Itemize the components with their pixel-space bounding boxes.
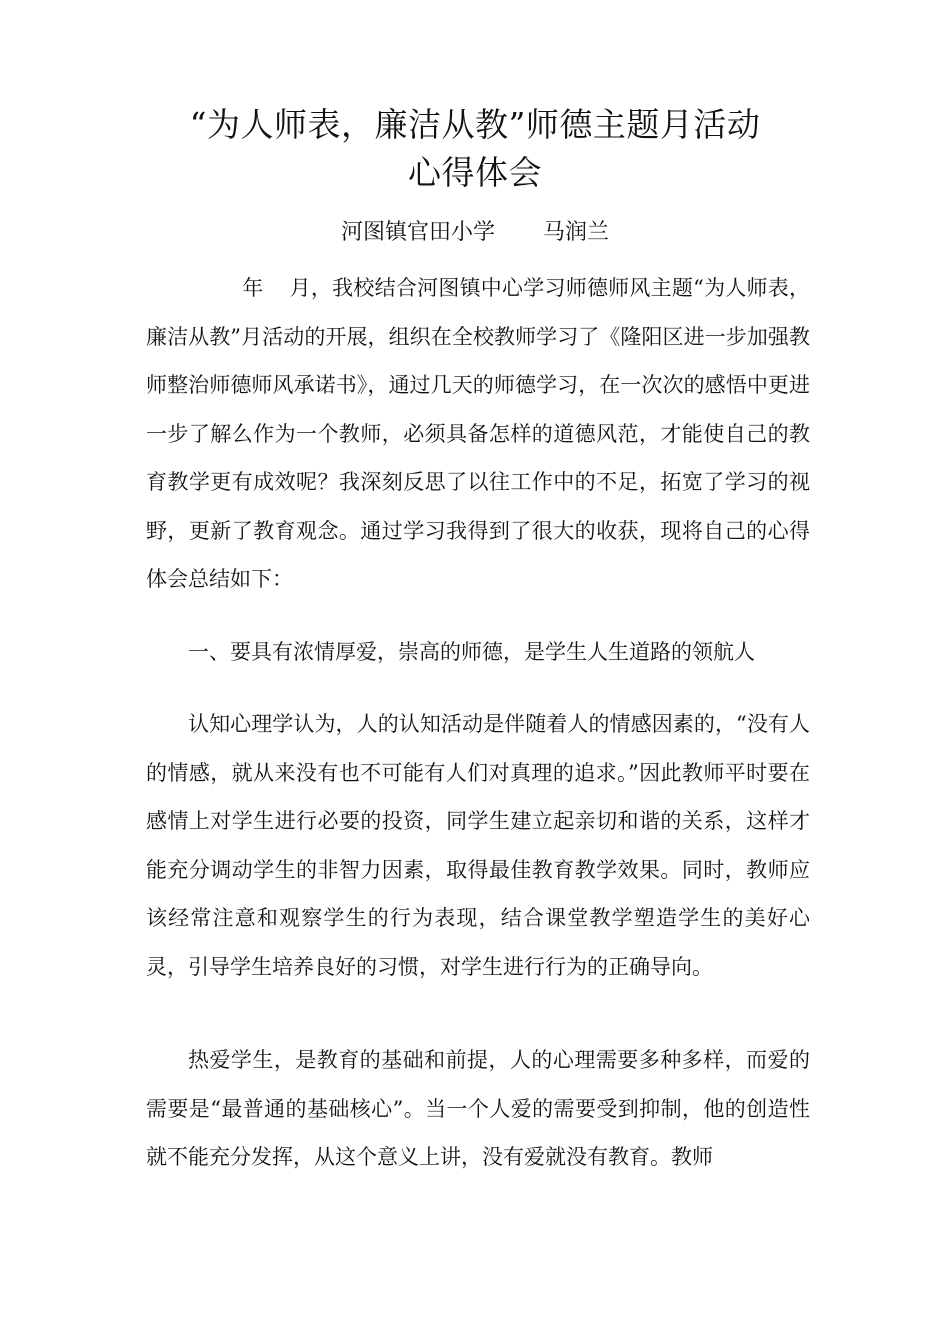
month-label: 月， [289,276,333,300]
year-label: 年 [242,276,264,300]
author-line [100,222,850,244]
paragraph-cognitive: 认知心理学认为，人的认知活动是伴随着人的情感因素的，“没有人的情感，就从来没有也不可能有人们对真理的追求。”因此教师平时要在感情上对学生进行必要的投资，同学生建立起亲切和谐的关系，这样才能充分调动学生的非智力因素，取得最佳教育教学效果。同时，教师应该经常注意和观察学生的行为表现，结合课堂教学塑造学生的美好心灵，引导学生培养良好的习惯，对学生进行行为的正确导向。 [146,712,810,979]
paragraph-love: 热爱学生，是教育的基础和前提，人的心理需要多种多样，而爱的需要是“最普通的基础核心”。当一个人爱的需要受到抑制，他的创造性就不能充分发挥，从这个意义上讲，没有爱就没有教育。教师 [146,1048,810,1169]
section-heading: 一、要具有浓情厚爱，崇高的师德，是学生人生道路的领航人 [188,640,755,664]
document-title-line-1: “为人师表，廉洁从教”师德主题月活动 [189,105,761,144]
author-name: 马润兰 [543,220,610,245]
document-title-line-2: 心得体会 [408,153,542,192]
paragraph-intro [146,264,810,604]
author-school: 河图镇官田小学 [340,220,495,245]
intro-text: 我校结合河图镇中心学习师德师风主题“为人师表，廉洁从教”月活动的开展，组织在全校教师学习了《隆阳区进一步加强教师整治师德师风承诺书》，通过几天的师德学习，在一次次的感悟中更进一步了解么作为一个教师，必须具备怎样的道德风范，才能使自己的教育教学更有成效呢？我深刻反思了以往工作中的不足，拓宽了学习的视野，更新了教育观念。通过学习我得到了很大的收获，现将自己的心得体会总结如下： [146,276,811,591]
